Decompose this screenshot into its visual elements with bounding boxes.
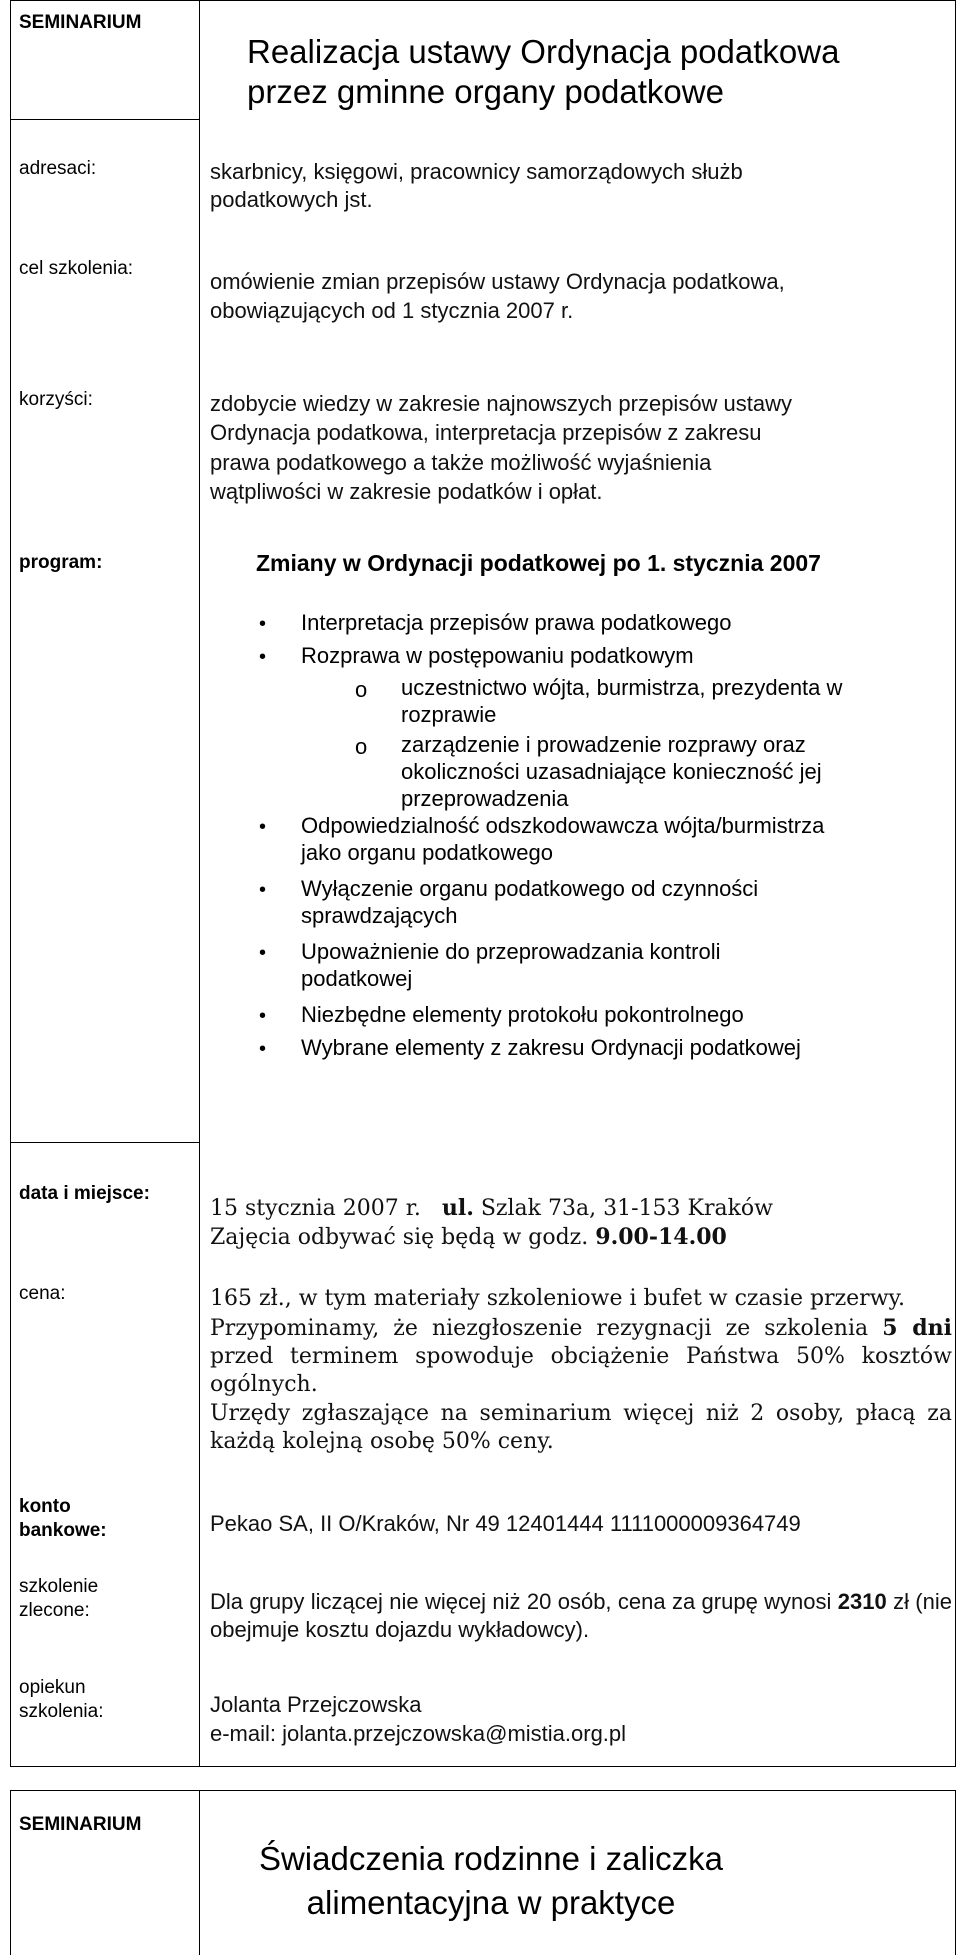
program-item: Niezbędne elementy protokołu pokontrolnego [301, 1002, 744, 1027]
program-subitem: zarządzenie i prowadzenie rozprawy oraz [401, 732, 806, 757]
row-divider [11, 119, 199, 120]
bullet-icon: • [259, 942, 267, 964]
sub-bullet-icon: o [355, 677, 368, 702]
bullet-icon: • [259, 1005, 267, 1027]
bullet-icon: • [259, 613, 267, 635]
program-label: program: [19, 552, 103, 573]
seminar-label: SEMINARIUM [19, 1814, 142, 1835]
column-divider [199, 1791, 200, 1955]
benefits-label: korzyści: [19, 389, 93, 410]
date-place-line-2: Zajęcia odbywać się będą w godz. 9.00-14.00 [210, 1224, 727, 1250]
supervisor-name: Jolanta Przejczowska [210, 1692, 422, 1717]
seminar-title-line-2: alimentacyjna w praktyce [306, 1884, 676, 1921]
bullet-icon: • [259, 816, 267, 838]
ordered-text: Dla grupy liczącej nie więcej niż 20 osób, cena za grupę wynosi 2310 zł (nie obejmuje kosztu dojazdu wykładowcy). [210, 1589, 952, 1642]
program-title: Zmiany w Ordynacji podatkowej po 1. stycznia 2007 [256, 550, 821, 576]
date-place-line-1: 15 stycznia 2007 r. ul. Szlak 73a, 31-153 Kraków [210, 1195, 773, 1221]
seminar-label: SEMINARIUM [19, 12, 142, 33]
seminar-card-1 [10, 0, 956, 1767]
goal-line-1: omówienie zmian przepisów ustawy Ordynacja podatkowa, [210, 269, 785, 294]
seminar-title-line-1: Realizacja ustawy Ordynacja podatkowa [247, 33, 840, 70]
program-item: Odpowiedzialność odszkodowawcza wójta/burmistrza [301, 813, 825, 838]
date-place-label: data i miejsce: [19, 1183, 150, 1204]
seminar-title-line-1: Świadczenia rodzinne i zaliczka [258, 1840, 724, 1877]
bullet-icon: • [259, 646, 267, 668]
goal-label: cel szkolenia: [19, 258, 134, 279]
program-item: Rozprawa w postępowaniu podatkowym [301, 643, 694, 668]
addressees-label: adresaci: [19, 158, 97, 179]
goal-line-2: obowiązujących od 1 stycznia 2007 r. [210, 298, 574, 323]
benefits-line-3: prawa podatkowego a także możliwość wyjaśnienia [210, 450, 712, 475]
column-divider [199, 1, 200, 1766]
bank-account: Pekao SA, II O/Kraków, Nr 49 12401444 1111000009364749 [210, 1511, 801, 1536]
benefits-line-2: Ordynacja podatkowa, interpretacja przepisów z zakresu [210, 420, 762, 445]
price-label: cena: [19, 1283, 66, 1304]
program-subitem: uczestnictwo wójta, burmistrza, prezydenta w [401, 675, 843, 700]
program-subitem-cont: rozprawie [401, 702, 497, 727]
bullet-icon: • [259, 879, 267, 901]
program-item-cont: sprawdzających [301, 903, 458, 928]
program-item: Upoważnienie do przeprowadzania kontroli [301, 939, 721, 964]
seminar-card-2 [10, 1790, 956, 1955]
program-item-cont: podatkowej [301, 966, 413, 991]
bank-label: konto bankowe: [19, 1496, 107, 1541]
addressees-line-1: skarbnicy, księgowi, pracownicy samorządowych służb [210, 159, 743, 184]
addressees-line-2: podatkowych jst. [210, 187, 373, 212]
program-item-cont: jako organu podatkowego [301, 840, 553, 865]
benefits-line-1: zdobycie wiedzy w zakresie najnowszych przepisów ustawy [210, 391, 793, 416]
supervisor-label: opiekun szkolenia: [19, 1677, 104, 1722]
ordered-label: szkolenie zlecone: [19, 1576, 99, 1621]
program-item: Interpretacja przepisów prawa podatkowego [301, 610, 732, 635]
benefits-line-4: wątpliwości w zakresie podatków i opłat. [210, 479, 603, 504]
price-text: 165 zł., w tym materiały szkoleniowe i bufet w czasie przerwy. Przypominamy, że niezgłoszenie rezygnacji ze szkolenia 5 dni przed terminem spowoduje obciążenie Państwa 50% kosztów ogólnych. Urzędy zgłaszające na seminarium więcej niż 2 osoby, płacą za każdą kolejną osobę 50% ceny. [210, 1286, 952, 1454]
seminar-title-line-2: przez gminne organy podatkowe [247, 73, 724, 110]
program-subitem-cont: okoliczności uzasadniające konieczność jej [401, 759, 822, 784]
supervisor-email[interactable]: e-mail: jolanta.przejczowska@mistia.org.pl [210, 1721, 627, 1746]
row-divider [11, 1142, 199, 1143]
program-item: Wybrane elementy z zakresu Ordynacji podatkowej [301, 1035, 801, 1060]
program-item: Wyłączenie organu podatkowego od czynności [301, 876, 759, 901]
program-subitem-cont: przeprowadzenia [401, 786, 569, 811]
bullet-icon: • [259, 1038, 267, 1060]
sub-bullet-icon: o [355, 734, 368, 759]
